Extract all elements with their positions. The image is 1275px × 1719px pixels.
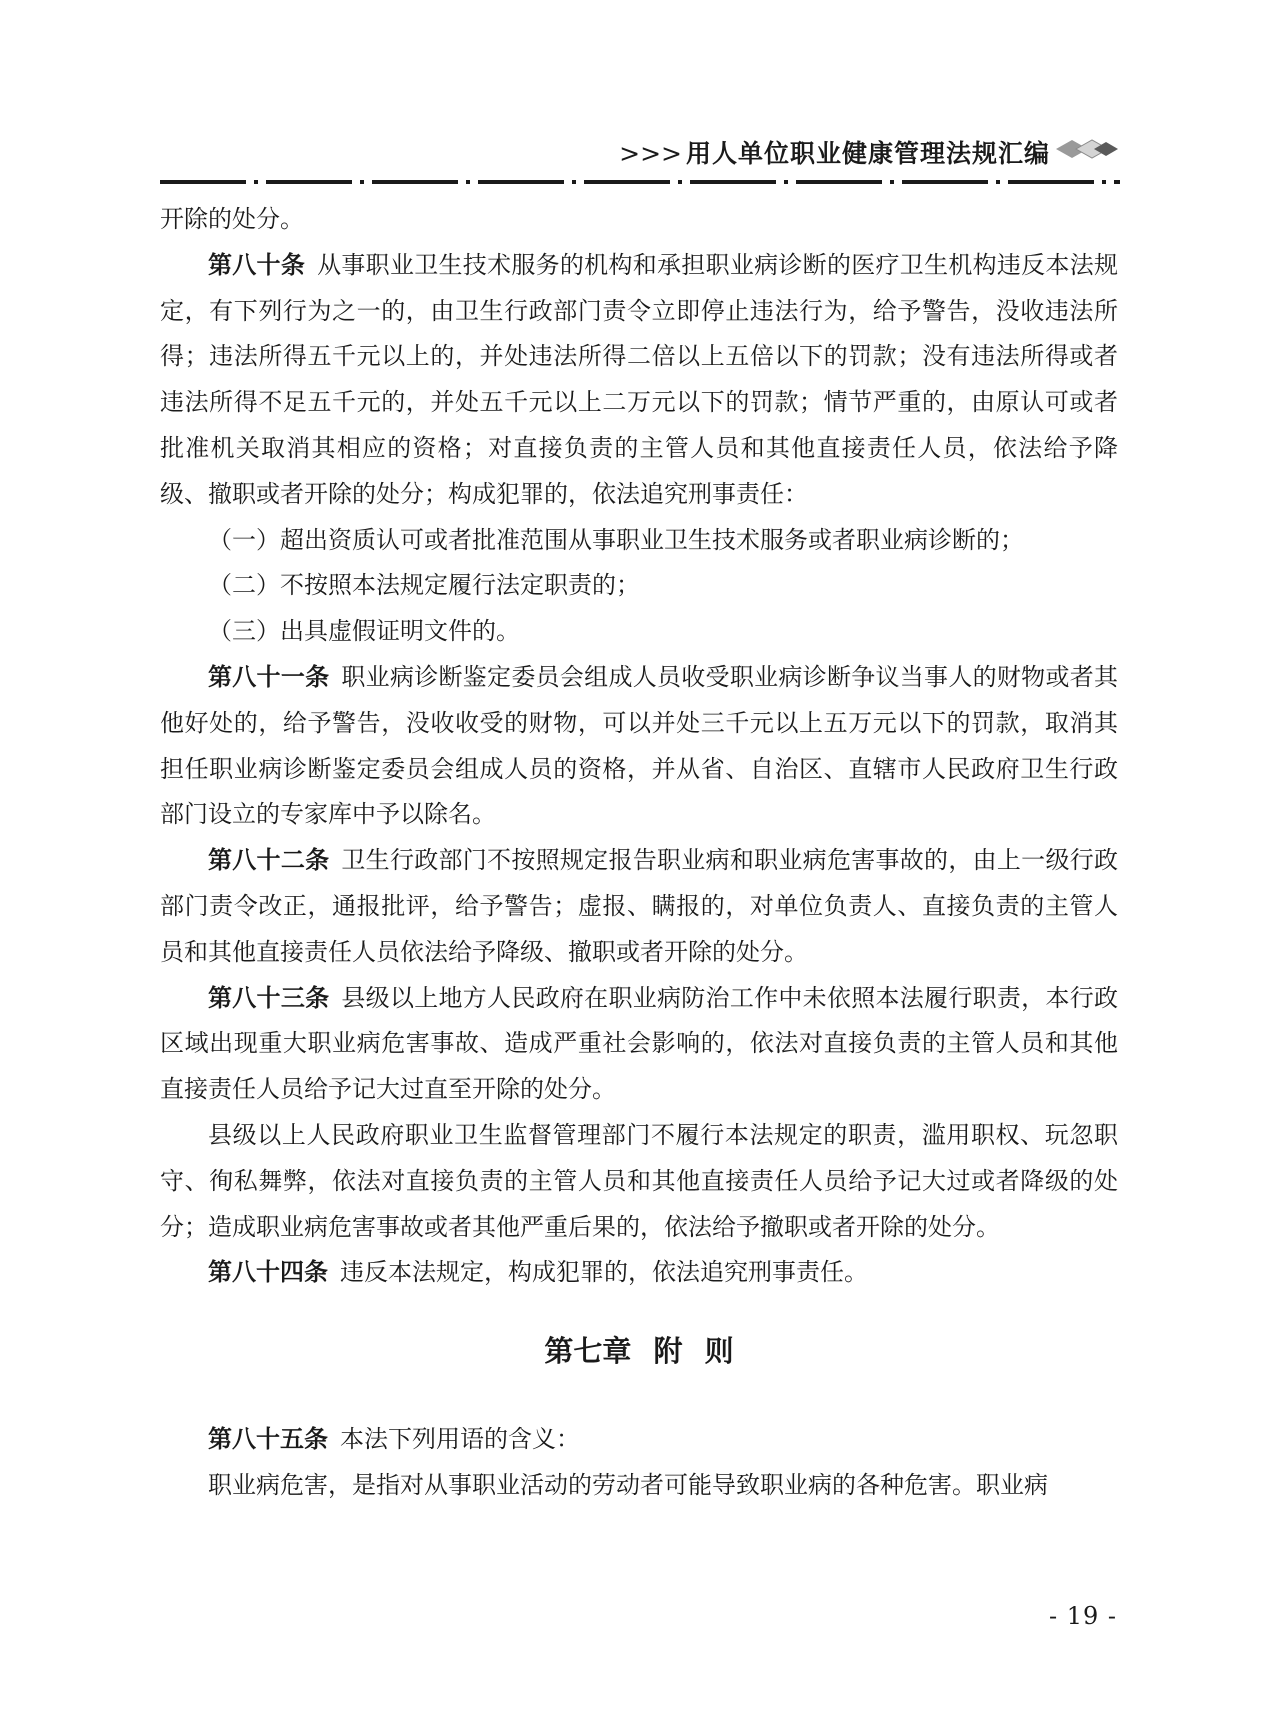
article-number: 第八十三条: [208, 983, 330, 1012]
article-text: 县级以上地方人民政府在职业病防治工作中未依照本法履行职责，本行政区域出现重大职业病危害事故、造成严重社会影响的，依法对直接负责的主管人员和其他直接责任人员给予记大过直至开除的处分。: [160, 983, 1118, 1104]
article-text: 从事职业卫生技术服务的机构和承担职业病诊断的医疗卫生机构违反本法规定，有下列行为之一的，由卫生行政部门责令立即停止违法行为，给予警告，没收违法所得；违法所得五千元以上的，并处违法所得二倍以上五倍以下的罚款；没有违法所得或者违法所得不足五千元的，并处五千元以上二万元以下的罚款；情节严重的，由原认可或者批准机关取消其相应的资格；对直接负责的主管人员和其他直接责任人员，依法给予降级、撤职或者开除的处分；构成犯罪的，依法追究刑事责任：: [160, 250, 1119, 508]
header-dash-dot-rule: [160, 180, 1120, 184]
article-paragraph: [160, 1417, 1118, 1463]
article-number: 第八十二条: [208, 846, 330, 875]
article-number: 第八十条: [208, 250, 306, 279]
article-paragraph: [160, 976, 1118, 1113]
header-title-text: 用人单位职业健康管理法规汇编: [685, 139, 1050, 168]
article-paragraph: [160, 563, 1118, 609]
article-paragraph: [160, 1113, 1118, 1250]
article-paragraph: [160, 838, 1118, 975]
article-text: 职业病诊断鉴定委员会组成人员收受职业病诊断争议当事人的财物或者其他好处的，给予警告，没收收受的财物，可以并处三千元以上五万元以下的罚款，取消其担任职业病诊断鉴定委员会组成人员的资格，并从省、自治区、直辖市人民政府卫生行政部门设立的专家库中予以除名。: [160, 662, 1118, 829]
article-paragraph: [160, 609, 1118, 655]
article-paragraph: [160, 243, 1118, 518]
article-paragraph: [160, 655, 1118, 838]
article-text: （三）出具虚假证明文件的。: [208, 617, 520, 646]
article-text: 县级以上人民政府职业卫生监督管理部门不履行本法规定的职责，滥用职权、玩忽职守、徇私舞弊，依法对直接负责的主管人员和其他直接责任人员给予记大过或者降级的处分；造成职业病危害事故或者其他严重后果的，依法给予撤职或者开除的处分。: [160, 1120, 1118, 1241]
article-text: 本法下列用语的含义：: [340, 1425, 580, 1454]
article-text: 违反本法规定，构成犯罪的，依法追究刑事责任。: [340, 1258, 868, 1287]
chapter-article-list: [160, 1417, 1118, 1509]
chapter-title: 第七章 附 则: [544, 1334, 734, 1369]
article-paragraph: [160, 1463, 1118, 1509]
article-paragraph: [160, 1250, 1118, 1296]
book-title: [619, 134, 1050, 170]
double-diamond-ornament-icon: [1054, 138, 1120, 160]
page-body: [160, 197, 1118, 1509]
running-header: [160, 134, 1120, 174]
article-text: 开除的处分。: [160, 205, 304, 233]
article-text: （一）超出资质认可或者批准范围从事职业卫生技术服务或者职业病诊断的；: [208, 525, 1024, 554]
article-text: 卫生行政部门不按照规定报告职业病和职业病危害事故的，由上一级行政部门责令改正，通报批评，给予警告；虚报、瞒报的，对单位负责人、直接负责的主管人员和其他直接责任人员依法给予降级、撤职或者开除的处分。: [160, 846, 1118, 966]
article-number: 第八十四条: [208, 1258, 328, 1287]
article-paragraph: [160, 197, 1118, 243]
page-number: - 19 -: [1048, 1602, 1117, 1630]
header-arrows: >>>: [619, 139, 682, 168]
article-list: [160, 197, 1118, 1296]
article-number: 第八十一条: [208, 662, 330, 691]
article-text: 职业病危害，是指对从事职业活动的劳动者可能导致职业病的各种危害。职业病: [208, 1470, 1048, 1499]
article-number: 第八十五条: [208, 1425, 328, 1454]
article-text: （二）不按照本法规定履行法定职责的；: [208, 571, 640, 600]
article-paragraph: [160, 518, 1118, 564]
